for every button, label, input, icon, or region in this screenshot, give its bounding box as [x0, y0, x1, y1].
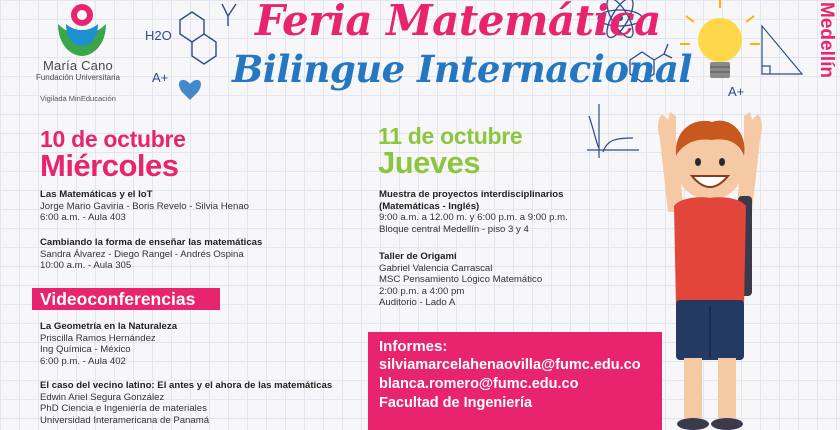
event-title: Taller de Origami — [379, 251, 457, 262]
event-line: Gabriel Valencia Carrascal — [379, 262, 493, 274]
event-line: 6:00 a.m. - Aula 403 — [40, 212, 126, 223]
event-line: 9:00 a.m. a 12.00 m. y 6:00 p.m. a 9:00 p.m. — [379, 212, 568, 223]
event-line: Jorge Mario Gaviria - Boris Revelo - Silvia Henao — [40, 200, 250, 212]
event-line: PhD Ciencia e Ingeniería de materiales — [40, 403, 207, 414]
event-line: 2:00 p.m. a 4:00 pm — [379, 285, 465, 297]
event-line: MSC Pensamiento Lógico Matemático — [379, 274, 543, 285]
event-title: Las Matemáticas y el IoT — [40, 189, 153, 200]
city-label-wrap — [814, 2, 840, 98]
vc-event-1 — [40, 321, 177, 367]
event-line: Universidad Interamericana de Panamá — [40, 414, 210, 426]
email-link-2[interactable]: blanca.romero@fumc.edu.co — [379, 376, 579, 392]
event-title: Cambiando la forma de enseñar las matemáticas — [40, 237, 263, 248]
title-line-1: Feria Matemática — [255, 0, 661, 45]
event-title: Muestra de proyectos interdisciplinarios — [379, 189, 564, 200]
event-title: La Geometría en la Naturaleza — [40, 321, 178, 332]
informes-box — [368, 332, 662, 430]
event-line: Sandra Álvarez - Diego Rangel - Andrés Ospina — [40, 248, 244, 260]
logo-subtitle: Fundación Universitaria — [35, 73, 121, 82]
day2-section — [378, 124, 522, 178]
logo-name: María Cano — [43, 58, 113, 73]
logo-mark-icon — [52, 2, 112, 60]
informes-heading: Informes: — [379, 338, 448, 355]
event-line: 6:00 p.m. - Aula 402 — [40, 355, 126, 367]
day1-event-1 — [40, 189, 249, 224]
event-line: Auditorio - Lado A — [379, 297, 456, 308]
logo-vigilada: Vigilada MinEducación — [40, 94, 116, 103]
city-label: Medellín — [816, 2, 837, 79]
day2-weekday: Jueves — [378, 145, 481, 180]
h2o-doodle: H2O — [145, 28, 172, 43]
day1-date: 10 de octubre — [40, 126, 186, 152]
event-title: El caso del vecino latino: El antes y el ahora de las matemáticas — [40, 380, 333, 391]
event-title-2: (Matemáticas - Inglés) — [379, 200, 480, 212]
email-link-1[interactable]: silviamarcelahenaovilla@fumc.edu.co — [379, 357, 641, 373]
day2-event-2 — [379, 251, 542, 309]
aplus-doodle-2: A+ — [728, 84, 745, 99]
day1-event-2 — [40, 237, 262, 272]
lightbulb-icon — [680, 0, 815, 110]
videoconferencias-heading: Videoconferencias — [32, 288, 220, 310]
faculty-label: Facultad de Ingeniería — [379, 395, 533, 411]
event-line: 10:00 a.m. - Aula 305 — [40, 260, 132, 271]
aplus-doodle: A+ — [152, 70, 169, 85]
day1-section — [40, 127, 186, 181]
boy-illustration — [650, 100, 770, 430]
vc-event-2 — [40, 380, 332, 426]
graph-doodle-icon — [585, 100, 643, 162]
heart-icon — [179, 80, 201, 100]
event-line: Edwin Ariel Segura González — [40, 391, 165, 403]
title-line-2: Bilingue Internacional — [232, 47, 692, 91]
event-line: Ing Química - México — [40, 344, 131, 355]
day2-date: 11 de octubre — [378, 123, 523, 149]
day2-event-1 — [379, 189, 568, 235]
day1-weekday: Miércoles — [40, 148, 179, 183]
event-line: Priscilla Ramos Hernández — [40, 332, 156, 344]
event-line: Bloque central Medellín - piso 3 y 4 — [379, 223, 529, 235]
university-logo — [18, 2, 138, 102]
